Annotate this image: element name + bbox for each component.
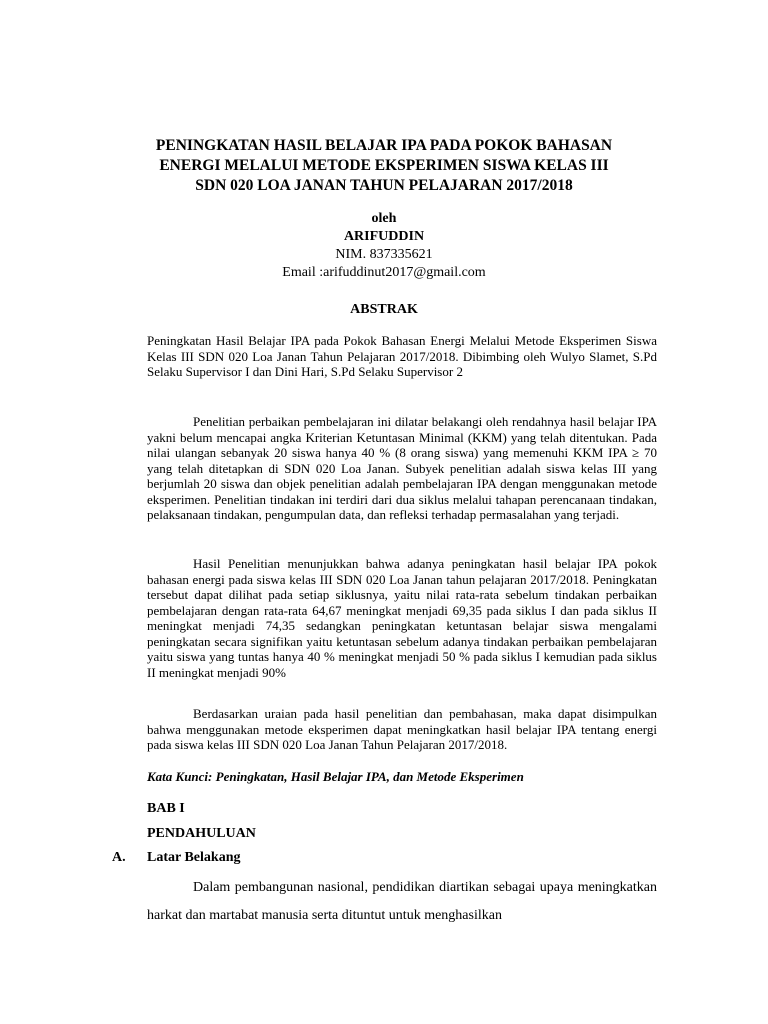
author-name: ARIFUDDIN (343, 229, 425, 244)
body-paragraph: Dalam pembangunan nasional, pendidikan diartikan sebagai upaya meningkatkan harkat dan martabat manusia serta dituntut untuk menghasilkan (147, 880, 657, 923)
section-heading (112, 850, 240, 866)
section-title: Latar Belakang (147, 850, 241, 865)
section-marker: A. (112, 850, 126, 865)
abstract-heading: ABSTRAK (350, 302, 418, 317)
title-line-3: SDN 020 LOA JANAN TAHUN PELAJARAN 2017/2018 (195, 177, 573, 194)
abstract-paragraph-4: Berdasarkan uraian pada hasil penelitian dan pembahasan, maka dapat disimpulkan bahwa menggunakan metode eksperimen dapat meningkatkan hasil belajar IPA tentang energi pada siswa kelas III SDN 020 Loa Janan Tahun Pelajaran 2017/2018. (147, 706, 657, 752)
author-block (0, 210, 768, 282)
paper-title (120, 136, 648, 196)
abstract-paragraph-2: Penelitian perbaikan pembelajaran ini dilatar belakangi oleh rendahnya hasil belajar IPA yakni belum mencapai angka Kriterian Ketuntasan Minimal (KKM) yang telah ditentukan. Pada nilai ulangan sebanyak 20 siswa hanya 40 % (8 orang siswa) yang memenuhi KKM IPA ≥ 70 yang telah ditetapkan di SDN 020 Loa Janan. Subyek penelitian adalah siswa kelas III yang berjumlah 20 siswa dan objek penelitian adalah pembelajaran IPA dengan menggunakan metode eksperimen. Penelitian tindakan ini terdiri dari dua siklus melalui tahapan perencanaan tindakan, pelaksanaan tindakan, pengumpulan data, dan refleksi terhadap permasalahan yang terjadi. (147, 414, 657, 522)
author-by: oleh (371, 211, 397, 226)
author-email: Email :arifuddinut2017@gmail.com (282, 265, 486, 280)
title-line-2: ENERGI MELALUI METODE EKSPERIMEN SISWA KELAS III (159, 157, 609, 174)
title-line-1: PENINGKATAN HASIL BELAJAR IPA PADA POKOK BAHASAN (155, 137, 613, 154)
abstract-paragraph-3: Hasil Penelitian menunjukkan bahwa adanya peningkatan hasil belajar IPA pokok bahasan energi pada siswa kelas III SDN 020 Loa Janan tahun pelajaran 2017/2018. Peningkatan tersebut dapat dilihat pada setiap siklusnya, yaitu nilai rata-rata sebelum tindakan perbaikan pembelajaran dengan rata-rata 64,67 meningkat menjadi 69,35 pada siklus I dan pada siklus II meningkat menjadi 74,35 sedangkan peningkatan ketuntasan belajar siswa mengalami peningkatan secara signifikan yaitu ketuntasan sebelum adanya tindakan perbaikan pembelajaran yaitu siswa yang tuntas hanya 40 % meningkat menjadi 50 % pada siklus I kemudian pada siklus II meningkat menjadi 90% (147, 556, 657, 680)
chapter-number: BAB I (147, 801, 185, 816)
keywords: Kata Kunci: Peningkatan, Hasil Belajar IPA, dan Metode Eksperimen (147, 769, 524, 784)
author-nim: NIM. 837335621 (335, 247, 433, 262)
abstract-paragraph-1: Peningkatan Hasil Belajar IPA pada Pokok Bahasan Energi Melalui Metode Eksperimen Siswa Kelas III SDN 020 Loa Janan Tahun Pelajaran 2017/2018. Dibimbing oleh Wulyo Slamet, S.Pd Selaku Supervisor I dan Dini Hari, S.Pd Selaku Supervisor 2 (147, 333, 657, 379)
chapter-title: PENDAHULUAN (147, 826, 256, 841)
